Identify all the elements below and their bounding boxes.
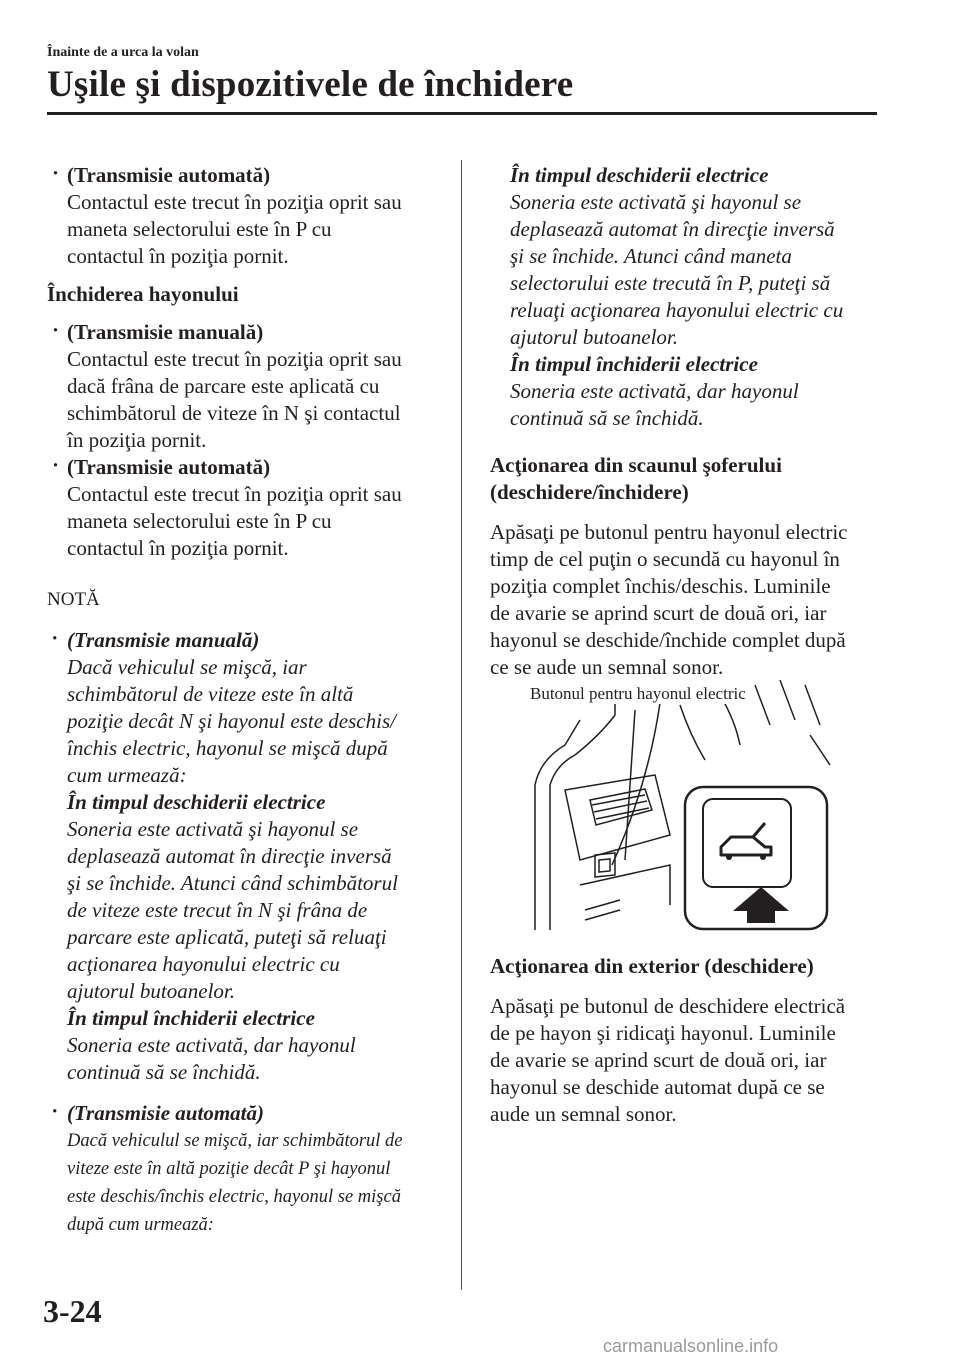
text-line: Soneria este activată, dar hayonul bbox=[67, 1033, 356, 1057]
note-continuation bbox=[490, 162, 890, 432]
text-line: ajutorul butoanelor. bbox=[510, 325, 679, 349]
text-line: în poziţia pornit. bbox=[67, 428, 207, 452]
text-line: închis electric, hayonul se mişcă după bbox=[67, 736, 388, 760]
text-line: deplasează automat în direcţie inversă bbox=[67, 844, 392, 868]
text-line: este deschis/închis electric, hayonul se mişcă bbox=[67, 1187, 401, 1207]
text-line: Soneria este activată şi hayonul se bbox=[67, 817, 359, 841]
text-line: deplasează automat în direcţie inversă bbox=[510, 217, 835, 241]
text-line: Apăsaţi pe butonul de deschidere electrică bbox=[490, 994, 846, 1018]
text-line: Soneria este activată şi hayonul se bbox=[510, 190, 802, 214]
liftgate-button bbox=[703, 799, 791, 887]
text-line: hayonul se deschide/închide complet după bbox=[490, 628, 846, 652]
section-header: Înainte de a urca la volan bbox=[47, 45, 199, 60]
power-liftgate-button-illustration bbox=[520, 675, 835, 935]
text-line: şi se închide. Atunci când schimbătorul bbox=[67, 871, 398, 895]
page-number: 3-24 bbox=[43, 1293, 102, 1329]
exterior-paragraph bbox=[490, 993, 890, 1128]
note-automatic bbox=[47, 1100, 447, 1239]
note-subheading: În timpul deschiderii electrice bbox=[67, 790, 326, 814]
text-line: după cum urmează: bbox=[67, 1215, 214, 1235]
text-line: Contactul este trecut în poziţia oprit sau bbox=[67, 347, 402, 371]
bullet-heading: · (Transmisie automată) bbox=[67, 163, 271, 187]
text-line: contactul în poziţia pornit. bbox=[67, 244, 289, 268]
text-line: Apăsaţi pe butonul pentru hayonul electric bbox=[490, 520, 848, 544]
bullet-heading: · (Transmisie automată) bbox=[67, 455, 271, 479]
text-line: dacă frâna de parcare este aplicată cu bbox=[67, 374, 380, 398]
bullet-heading: · (Transmisie manuală) bbox=[67, 320, 264, 344]
note-subheading: În timpul închiderii electrice bbox=[67, 1006, 315, 1030]
text-line: Soneria este activată, dar hayonul bbox=[510, 379, 799, 403]
text-line: Dacă vehiculul se mişcă, iar bbox=[67, 655, 307, 679]
column-divider bbox=[461, 160, 462, 1290]
text-line: ce se aude un semnal sonor. bbox=[490, 655, 724, 679]
title-rule bbox=[47, 112, 877, 115]
bullet-manual bbox=[47, 319, 447, 454]
note-manual bbox=[47, 627, 447, 1086]
text-line: aude un semnal sonor. bbox=[490, 1102, 677, 1126]
note-label: NOTĂ bbox=[47, 589, 100, 610]
text-line: schimbătorul de viteze în N şi contactul bbox=[67, 401, 401, 425]
right-column-bottom bbox=[490, 953, 890, 1128]
exterior-heading: Acţionarea din exterior (deschidere) bbox=[490, 954, 814, 978]
left-column bbox=[47, 162, 447, 1239]
page-title: Uşile şi dispozitivele de închidere bbox=[47, 64, 574, 105]
note-subheading: În timpul închiderii electrice bbox=[510, 352, 758, 376]
text-line: Contactul este trecut în poziţia oprit sau bbox=[67, 482, 402, 506]
text-line: reluaţi acţionarea hayonului electric cu bbox=[510, 298, 844, 322]
text-line: Contactul este trecut în poziţia oprit sau bbox=[67, 190, 402, 214]
text-line: de avarie se aprind scurt de două ori, iar bbox=[490, 601, 827, 625]
text-line: continuă să se închidă. bbox=[510, 406, 704, 430]
text-line: poziţie decât N şi hayonul este deschis/ bbox=[67, 709, 396, 733]
bullet-automatic-1 bbox=[47, 162, 447, 270]
text-line: acţionarea hayonului electric cu bbox=[67, 952, 340, 976]
text-line: de viteze este trecut în N şi frâna de bbox=[67, 898, 368, 922]
text-line: continuă să se închidă. bbox=[67, 1060, 261, 1084]
driver-seat-heading: Acţionarea din scaunul şoferului bbox=[490, 453, 782, 477]
text-line: parcare este aplicată, puteţi să reluaţi bbox=[67, 925, 387, 949]
text-line: schimbătorul de viteze este în altă bbox=[67, 682, 354, 706]
text-line: Dacă vehiculul se mişcă, iar schimbătorul de bbox=[67, 1131, 403, 1151]
text-line: viteze este în altă poziţie decât P şi hayonul bbox=[67, 1159, 391, 1179]
text-line: maneta selectorului este în P cu bbox=[67, 217, 332, 241]
text-line: cum urmează: bbox=[67, 763, 187, 787]
note-subheading: În timpul deschiderii electrice bbox=[510, 163, 769, 187]
driver-seat-heading-2: (deschidere/închidere) bbox=[490, 480, 689, 504]
driver-seat-paragraph bbox=[490, 519, 890, 681]
text-line: şi se închide. Atunci când maneta bbox=[510, 244, 792, 268]
note-heading: · (Transmisie automată) bbox=[67, 1101, 264, 1125]
text-line: contactul în poziţia pornit. bbox=[67, 536, 289, 560]
text-line: de avarie se aprind scurt de două ori, iar bbox=[490, 1048, 827, 1072]
watermark: carmanualsonline.info bbox=[603, 1336, 779, 1356]
figure-caption: Butonul pentru hayonul electric bbox=[530, 684, 746, 703]
bullet-automatic-2 bbox=[47, 454, 447, 562]
text-line: hayonul se deschide automat după ce se bbox=[490, 1075, 825, 1099]
note-heading: · (Transmisie manuală) bbox=[67, 628, 260, 652]
text-line: ajutorul butoanelor. bbox=[67, 979, 236, 1003]
text-line: poziţia complet închis/deschis. Luminile bbox=[490, 574, 831, 598]
closing-heading: Închiderea hayonului bbox=[47, 282, 239, 306]
text-line: timp de cel puţin o secundă cu hayonul în bbox=[490, 547, 840, 571]
text-line: maneta selectorului este în P cu bbox=[67, 509, 332, 533]
text-line: de pe hayon şi ridicaţi hayonul. Luminile bbox=[490, 1021, 836, 1045]
right-column bbox=[490, 162, 890, 681]
text-line: selectorului este trecută în P, puteţi să bbox=[510, 271, 831, 295]
